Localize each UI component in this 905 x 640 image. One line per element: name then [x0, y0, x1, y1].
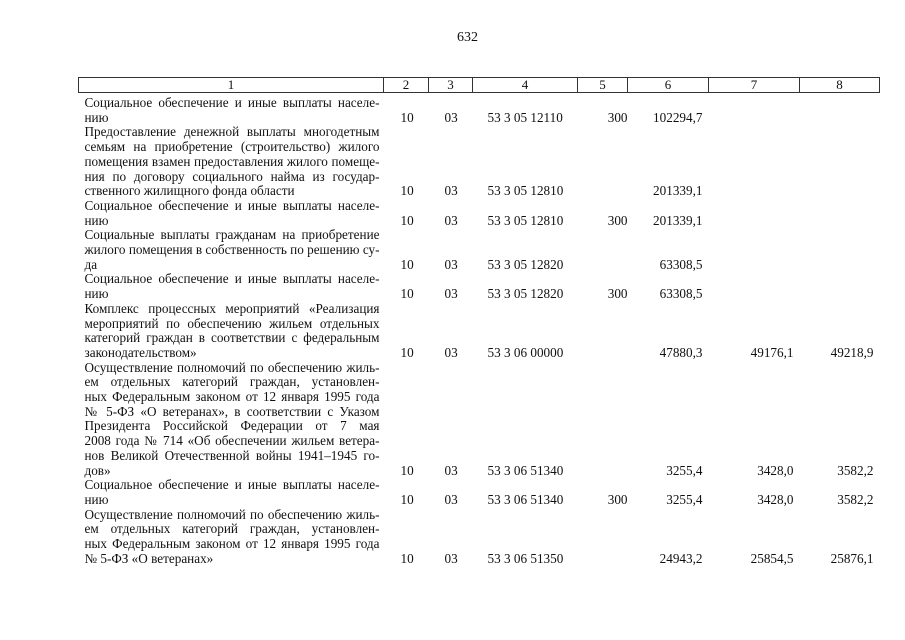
cell-amount-year-1: 24943,2: [659, 550, 703, 566]
row-description: [79, 228, 384, 272]
cell-section: 10: [400, 550, 414, 566]
cell-amount-year-2: [709, 93, 800, 126]
cell-target-article: 53 3 05 12810: [487, 212, 564, 228]
row-description: [79, 93, 384, 126]
cell-subsection: 03: [444, 491, 458, 507]
cell-section: 10: [400, 286, 414, 302]
cell-section: 10: [400, 212, 414, 228]
cell-expense-type: 300: [607, 286, 628, 302]
cell-subsection: 03: [444, 550, 458, 566]
cell-subsection: 03: [444, 344, 458, 360]
description-line: Предоставление денежной выплаты многодетным: [84, 124, 380, 140]
cell-target-article: 53 3 06 00000: [487, 344, 564, 360]
cell-target-article: 53 3 05 12820: [487, 286, 564, 302]
row-description: [79, 508, 384, 567]
cell-target-article: 53 3 06 51350: [487, 550, 564, 566]
description-line: № 5-ФЗ «О ветеранах»: [84, 550, 214, 566]
cell-target-article: 53 3 05 12820: [487, 256, 564, 272]
cell-amount-year-2: [709, 228, 800, 272]
cell-target-article: 53 3 06 51340: [487, 462, 564, 478]
description-line: мероприятий по обеспечению жильем отдельных: [84, 315, 380, 331]
row-description: [79, 125, 384, 199]
description-line: 2008 года № 714 «Об обеспечении жильем ветера-: [84, 433, 380, 449]
row-description: [79, 272, 384, 301]
description-line: Социальное обеспечение и иные выплаты населе-: [84, 95, 380, 110]
cell-subsection: 03: [444, 462, 458, 478]
cell-amount-year-3: [800, 125, 880, 199]
cell-target-article: 53 3 06 51340: [487, 491, 564, 507]
description-line: законодательством»: [84, 344, 197, 360]
row-description: [79, 302, 384, 361]
cell-amount-year-2: [709, 272, 800, 301]
column-header-1: 1: [79, 78, 384, 93]
cell-subsection: 03: [444, 256, 458, 272]
cell-amount-year-3: [800, 199, 880, 228]
table-row: [79, 272, 880, 301]
cell-expense-type: [578, 228, 628, 272]
cell-amount-year-2: 25854,5: [750, 550, 794, 566]
cell-amount-year-3: [800, 228, 880, 272]
cell-amount-year-3: 49218,9: [830, 344, 874, 360]
description-line: Социальное обеспечение и иные выплаты населе-: [84, 197, 380, 213]
table-row: [79, 93, 880, 126]
description-line: Социальные выплаты гражданам на приобретение: [84, 227, 380, 243]
table-row: [79, 199, 880, 228]
row-description: [79, 361, 384, 479]
cell-section: 10: [400, 491, 414, 507]
description-line: Президента Российской Федерации от 7 мая: [84, 418, 380, 434]
cell-amount-year-1: 3255,4: [666, 491, 703, 507]
table-row: [79, 508, 880, 567]
cell-subsection: 03: [444, 212, 458, 228]
cell-amount-year-2: [709, 125, 800, 199]
cell-amount-year-2: [709, 199, 800, 228]
cell-subsection: 03: [444, 109, 458, 125]
description-line: ния по договору социального найма из государ-: [84, 168, 380, 184]
cell-section: 10: [400, 462, 414, 478]
cell-expense-type: [578, 361, 628, 479]
cell-section: 10: [400, 183, 414, 199]
description-line: Комплекс процессных мероприятий «Реализация: [84, 300, 380, 316]
description-line: Социальное обеспечение и иные выплаты населе-: [84, 477, 380, 493]
cell-amount-year-2: 3428,0: [757, 462, 794, 478]
cell-amount-year-1: 201339,1: [653, 212, 703, 228]
column-header-8: 8: [800, 78, 880, 93]
table-row: [79, 361, 880, 479]
description-line: нов Великой Отечественной войны 1941–1945 го-: [84, 447, 380, 463]
description-line: семьям на приобретение (строительство) жилого: [84, 139, 380, 155]
column-header-6: 6: [628, 78, 709, 93]
description-line: нию: [84, 491, 109, 507]
description-line: да: [84, 256, 98, 272]
cell-expense-type: 300: [607, 212, 628, 228]
cell-amount-year-3: [800, 272, 880, 301]
description-line: нию: [84, 212, 109, 228]
cell-target-article: 53 3 05 12110: [487, 109, 563, 125]
cell-expense-type: [578, 302, 628, 361]
description-line: ных Федеральным законом от 12 января 1995 года: [84, 389, 380, 405]
row-description: [79, 478, 384, 507]
description-line: помещения взамен предоставления жилого помеще-: [84, 153, 380, 169]
column-header-2: 2: [384, 78, 429, 93]
description-line: нию: [84, 286, 109, 302]
cell-expense-type: [578, 508, 628, 567]
cell-amount-year-3: 3582,2: [837, 462, 874, 478]
description-line: дов»: [84, 462, 111, 478]
cell-amount-year-2: 49176,1: [750, 344, 794, 360]
description-line: ем отдельных категорий граждан, установлен-: [84, 374, 380, 390]
table-row: [79, 228, 880, 272]
cell-target-article: 53 3 05 12810: [487, 183, 564, 199]
table-row: [79, 125, 880, 199]
description-line: Социальное обеспечение и иные выплаты населе-: [84, 271, 380, 287]
column-header-4: 4: [473, 78, 578, 93]
cell-section: 10: [400, 256, 414, 272]
column-header-5: 5: [578, 78, 628, 93]
cell-amount-year-2: 3428,0: [757, 491, 794, 507]
cell-amount-year-1: 102294,7: [653, 109, 703, 125]
cell-amount-year-1: 63308,5: [659, 286, 703, 302]
column-header-7: 7: [709, 78, 800, 93]
cell-amount-year-1: 201339,1: [653, 183, 703, 199]
cell-subsection: 03: [444, 286, 458, 302]
cell-subsection: 03: [444, 183, 458, 199]
description-line: ственного жилищного фонда области: [84, 183, 295, 199]
description-line: Осуществление полномочий по обеспечению жиль-: [84, 506, 380, 522]
cell-expense-type: 300: [607, 491, 628, 507]
row-description: [79, 199, 384, 228]
cell-section: 10: [400, 344, 414, 360]
description-line: категорий граждан в соответствии с федеральным: [84, 330, 380, 346]
cell-expense-type: 300: [607, 109, 628, 125]
cell-expense-type: [578, 125, 628, 199]
cell-amount-year-1: 3255,4: [666, 462, 703, 478]
header-row: [79, 78, 880, 93]
budget-table: [78, 77, 880, 567]
cell-amount-year-3: 3582,2: [837, 491, 874, 507]
description-line: жилого помещения в собственность по решению су-: [84, 242, 380, 258]
description-line: ем отдельных категорий граждан, установлен-: [84, 521, 380, 537]
cell-amount-year-3: 25876,1: [830, 550, 874, 566]
table-row: [79, 302, 880, 361]
table-row: [79, 478, 880, 507]
cell-amount-year-3: [800, 93, 880, 126]
description-line: № 5-ФЗ «О ветеранах», в соответствии с Указом: [84, 403, 380, 419]
description-line: нию: [84, 109, 109, 125]
description-line: Осуществление полномочий по обеспечению жиль-: [84, 359, 380, 375]
cell-amount-year-1: 47880,3: [659, 344, 703, 360]
description-line: ных Федеральным законом от 12 января 1995 года: [84, 536, 380, 552]
column-header-3: 3: [429, 78, 473, 93]
page-number: 632: [457, 30, 478, 45]
cell-section: 10: [400, 109, 414, 125]
cell-amount-year-1: 63308,5: [659, 256, 703, 272]
